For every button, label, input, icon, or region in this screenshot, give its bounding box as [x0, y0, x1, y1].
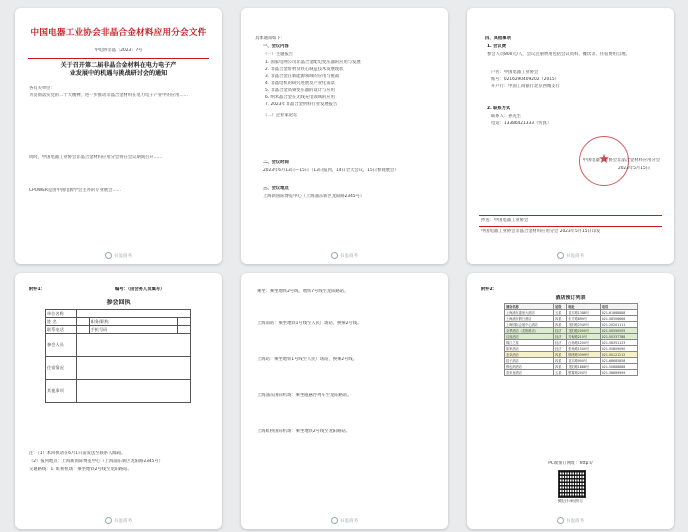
document-page-4[interactable] [15, 273, 222, 529]
table-cell: 四星 [554, 316, 567, 322]
form-field[interactable] [77, 380, 191, 403]
subsection-2: （二）企业家论坛 [263, 113, 298, 118]
form-note-2: （2）报到地点：上海新国际博览中心（上海浦东新区龙阳路2345号） [29, 459, 163, 464]
document-number: 中电协非晶〔2023〕7号 [94, 48, 143, 53]
form-label: 联系电话 [46, 326, 77, 334]
list-item: 2. 非晶合金带材及铁心制造技术发展现状 [265, 67, 344, 72]
document-header: 中国电器工业协会非晶合金材料应用分会文件 [30, 28, 207, 38]
document-page-5[interactable] [241, 273, 448, 529]
account-number: 账号：0216290409202（2015） [491, 77, 559, 82]
watermark-logo-icon [105, 252, 112, 259]
signature-date: 2023年5月15日 [617, 166, 650, 171]
table-cell: 如家酒店 [505, 346, 554, 352]
table-cell: 银霄路200号 [567, 370, 601, 376]
table-cell: 锦绣路3399号 [567, 352, 601, 358]
meeting-place: 上海新国际博览中心（上海浦东新区龙阳路2345号） [263, 194, 365, 199]
meeting-time: 2023年6月13日—15日（13日报到，14日全天会议，15日参观展会） [263, 168, 399, 173]
watermark: 书盈商务 [467, 252, 674, 259]
table-cell: 021-58351133 [600, 340, 637, 346]
document-page-1[interactable] [15, 8, 222, 264]
table-cell: 酒店名称 [505, 304, 554, 310]
table-cell: 龙阳路2000号 [567, 328, 601, 334]
subsection-contact: 2. 联系方式 [487, 106, 511, 111]
table-cell: 汉庭酒店 [505, 334, 554, 340]
table-cell: 龙阳路2345号 [567, 322, 601, 328]
table-cell: 东方路899号 [567, 316, 601, 322]
document-title-line-2: 业发展中的机遇与挑战研讨会的通知 [69, 70, 168, 77]
watermark: 书盈商务 [15, 252, 222, 259]
table-cell: 喜来登酒店 [505, 370, 554, 376]
form-field[interactable] [77, 357, 191, 380]
hotel-list-table [504, 303, 638, 376]
attachment-label: 附件1： [29, 287, 45, 292]
list-item: 1. 国家电网公司非晶合金配电变压器的应用与发展 [265, 60, 361, 65]
table-cell: 021-50809090 [600, 346, 637, 352]
watermark-logo-icon [331, 517, 338, 524]
table-cell: 经济 [554, 334, 567, 340]
table-cell: 张杨路1500号 [567, 346, 601, 352]
table-cell: 桔子酒店 [505, 358, 554, 364]
table-cell: 上海浦东嘉里大酒店 [505, 310, 554, 316]
table-cell: 地址 [567, 304, 601, 310]
transport-text: 乘坐：乘坐地铁2号线、地铁7号线至龙阳路站。 [257, 289, 349, 294]
account-name: 户名：中国电器工业协会 [491, 70, 539, 75]
table-cell: 上海国际会展中心酒店 [505, 322, 554, 328]
form-field[interactable] [77, 326, 90, 334]
table-cell: 经济 [554, 340, 567, 346]
section-heading-1: 一、会议内容 [263, 44, 289, 49]
form-label: 其他事项 [46, 380, 77, 403]
watermark: 书盈商务 [467, 517, 674, 524]
section-heading-2: 二、会议时间 [263, 160, 289, 165]
table-cell: 维也纳酒店 [505, 364, 554, 370]
table-cell: 021-68685858 [600, 358, 637, 364]
list-item: 4. 非晶电机的研究进展及产业化前景 [265, 81, 335, 86]
qr-code[interactable] [558, 470, 586, 498]
table-cell: 021-20201111 [600, 322, 637, 328]
form-title: 参会回执 [106, 299, 131, 306]
form-field[interactable] [178, 326, 191, 334]
attachment-label: 附件2： [481, 287, 497, 292]
table-cell: 花木路900号 [567, 358, 601, 364]
watermark-logo-icon [105, 517, 112, 524]
table-cell: 全季酒店（龙阳路店） [505, 328, 554, 334]
attachment-number: 编号：（由会务人员填写） [115, 287, 165, 292]
watermark-logo-icon [557, 517, 564, 524]
form-note-3: 交通路线：1. 虹桥机场：乘坐地铁2号线至龙阳路站。 [29, 467, 132, 472]
table-cell: 021-58306666 [600, 316, 637, 322]
table-cell: 龙阳路1888号 [567, 364, 601, 370]
table-cell: 经济 [554, 328, 567, 334]
table-cell: 四星 [554, 364, 567, 370]
booking-url[interactable]: PC端预订网址：http:// [548, 461, 593, 466]
list-item: 5. 非晶合金高频变压器的设计与应用 [265, 88, 335, 93]
document-page-6[interactable] [467, 273, 674, 529]
table-cell: 四星 [554, 352, 567, 358]
table-cell: 021-50121212 [600, 352, 637, 358]
form-label: 住宿情况 [46, 357, 77, 380]
form-label: 职务/职称 [89, 318, 178, 326]
form-label: 参会人员 [46, 334, 77, 357]
watermark: 书盈商务 [15, 517, 222, 524]
table-cell: 021-50550555 [600, 328, 637, 334]
form-field[interactable] [178, 318, 191, 326]
form-field[interactable] [77, 310, 191, 318]
watermark: 书盈商务 [241, 252, 448, 259]
transport-route-4: 上海虹桥国际机场：乘坐地铁2号线至龙阳路站。 [257, 429, 350, 434]
list-item: 3. 非晶合金在新能源领域的应用与挑战 [265, 74, 340, 79]
transport-route-1: 上海南站：乘坐地铁1号线至人民广场站，换乘2号线。 [257, 321, 362, 326]
fee-text: 参会人员800元/人，会议注册费用包括会议资料、餐饮等，住宿费用自理。 [487, 52, 630, 57]
subsection-1: （一）主题报告 [263, 52, 294, 57]
footer-divider [479, 226, 662, 227]
document-page-2[interactable] [241, 8, 448, 264]
table-cell: 021-50888888 [600, 364, 637, 370]
table-cell: 五星 [554, 310, 567, 316]
intro-text: 具体通知如下： [255, 36, 286, 41]
watermark: 书盈商务 [241, 517, 448, 524]
red-divider [28, 58, 209, 59]
contact-phone: 电话：13386421333（传真） [491, 121, 552, 126]
signature-org: 中国电器工业协会非晶合金材料应用分会 [582, 158, 660, 163]
transport-route-2: 上海站：乘坐地铁1号线至人民广场站，换乘2号线。 [257, 357, 357, 362]
form-note-1: 注：（1）本回执请在6月1日前发送至联系人邮箱。 [29, 451, 126, 456]
table-cell: 上海浦东假日酒店 [505, 316, 554, 322]
form-label: 姓 名 [46, 318, 77, 326]
account-bank: 开户行：中国工商银行北京西城支行 [491, 84, 560, 89]
table-title: 酒店预订列表 [555, 295, 586, 301]
section-heading-4: 四、其他事项 [485, 36, 511, 41]
list-item: 7. 2023年非晶合金材料行业发展报告 [265, 102, 338, 107]
footer-divider [479, 215, 662, 216]
list-item: 6. 纳米晶合金在无线充电领域的应用 [265, 95, 335, 100]
table-cell: 锦江之星 [505, 340, 554, 346]
document-page-3[interactable] [467, 8, 674, 264]
footer-issued: 中国电器工业协会非晶合金材料应用分会 2023年5月15日印发 [481, 229, 601, 234]
contact-person: 联系人：孙先生 [491, 114, 522, 119]
form-field[interactable] [77, 334, 191, 357]
watermark-logo-icon [557, 252, 564, 259]
table-cell: 星级 [554, 304, 567, 310]
table-cell: 电话 [600, 304, 637, 310]
form-label: 手机号码 [89, 326, 178, 334]
table-cell: 四星 [554, 358, 567, 364]
body-paragraph-2: 同时，中国电器工业协会非晶合金材料应用分会将在会议期间召开…… [29, 155, 163, 160]
reply-form-table [45, 309, 191, 403]
table-cell: 021-38889999 [600, 370, 637, 376]
body-paragraph-1: 为贯彻落实党的二十大精神，进一步推动非晶合金材料在电力电子产业中的应用…… [29, 93, 188, 98]
table-cell: 经济 [554, 346, 567, 352]
table-cell: 亚朵酒店 [505, 352, 554, 358]
table-cell: 白杨路1200号 [567, 340, 601, 346]
table-cell: 021-50337788 [600, 334, 637, 340]
body-paragraph-3: CPOWER是由中国电源学会主办的专业展会…… [29, 188, 121, 193]
salutation: 各有关单位： [29, 86, 55, 91]
table-cell: 四星 [554, 322, 567, 328]
table-cell: 021-61888888 [600, 310, 637, 316]
document-title-line-1: 关于召开第二届非晶合金材料在电力电子产 [60, 62, 177, 69]
form-field[interactable] [77, 318, 90, 326]
watermark-logo-icon [331, 252, 338, 259]
footer-cc: 抄送：中国电器工业协会 [481, 218, 529, 223]
subsection-fee: 1. 会议费 [487, 44, 507, 49]
section-heading-3: 三、会议地点 [263, 186, 289, 191]
table-row [505, 370, 638, 376]
table-cell: 五星 [554, 370, 567, 376]
table-cell: 芳甸路215号 [567, 334, 601, 340]
table-cell: 花木路1388号 [567, 310, 601, 316]
transport-route-3: 上海浦东国际机场：乘坐磁悬浮列车至龙阳路站。 [257, 393, 352, 398]
form-label: 单位名称 [46, 310, 77, 318]
qr-caption: 微信扫码预订 [557, 499, 584, 504]
